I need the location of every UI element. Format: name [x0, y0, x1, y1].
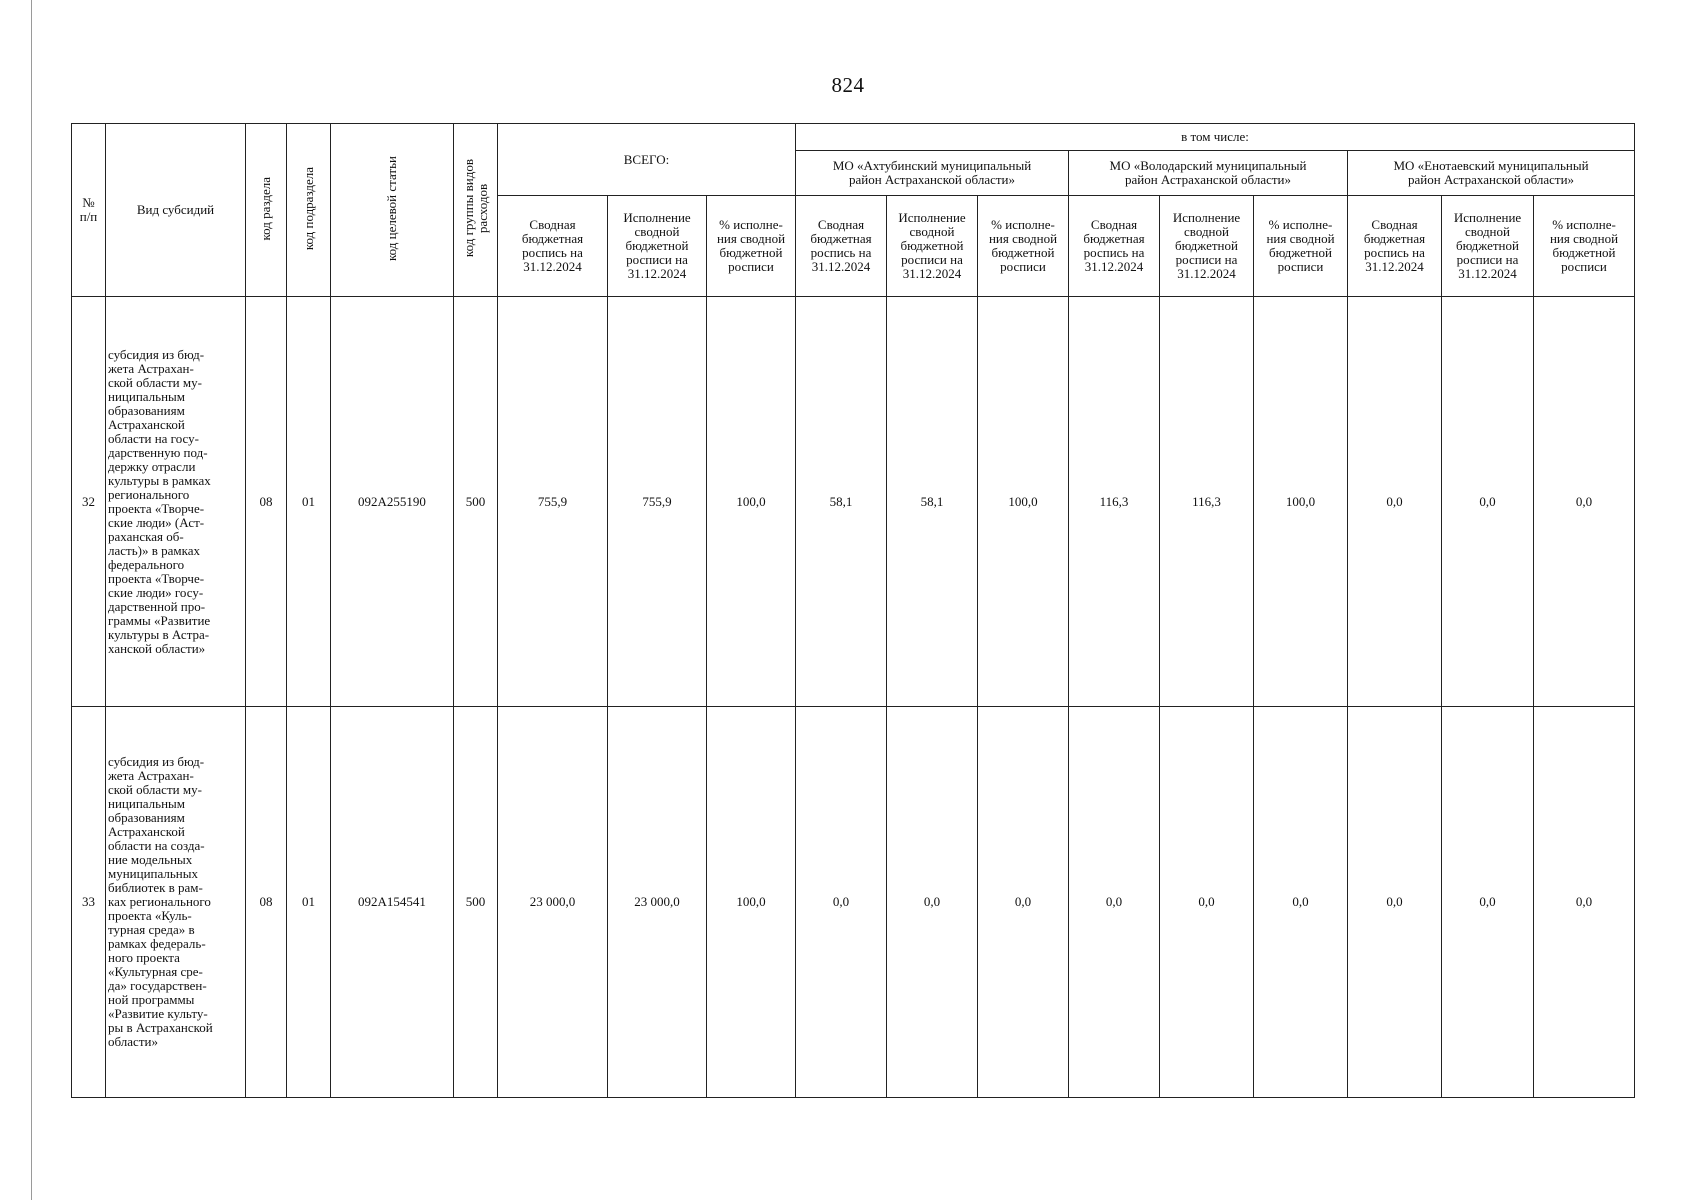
header-mo2-ispolnenie: Исполнение сводной бюджетной росписи на 31.12.2024: [1160, 196, 1254, 297]
header-vsego: ВСЕГО:: [498, 124, 796, 196]
subsidy-table: [71, 123, 1635, 1098]
header-kod-statyi: код целевой статьи: [331, 124, 454, 297]
header-v-tom-chisle: в том числе:: [796, 124, 1635, 151]
row-value: 0,0: [1160, 707, 1254, 1098]
row-value: 116,3: [1069, 297, 1160, 707]
row-value: 0,0: [1534, 707, 1635, 1098]
row-kod-statyi: 092A255190: [331, 297, 454, 707]
header-vsego-procent: % исполне- ния сводной бюджетной росписи: [707, 196, 796, 297]
row-vid: субсидия из бюд- жета Астрахан- ской области му- ниципальным образованиям Астраханской области на созда- ние модельных муниципальных библиотек в рам- ках регионального проекта «Куль- турная среда» в рамках федераль- ного проекта «Культурная сре- да» государствен- ной программы «Развитие культу- ры в Астраханской области»: [106, 707, 246, 1098]
row-value: 58,1: [796, 297, 887, 707]
row-value: 100,0: [707, 707, 796, 1098]
header-mo2-procent: % исполне- ния сводной бюджетной росписи: [1254, 196, 1348, 297]
row-value: 23 000,0: [608, 707, 707, 1098]
row-num: 33: [72, 707, 106, 1098]
row-value: 0,0: [796, 707, 887, 1098]
row-value: 0,0: [1348, 707, 1442, 1098]
row-value: 0,0: [1534, 297, 1635, 707]
row-value: 100,0: [1254, 297, 1348, 707]
header-vsego-ispolnenie: Исполнение сводной бюджетной росписи на 31.12.2024: [608, 196, 707, 297]
header-mo2-rospis: Сводная бюджетная роспись на 31.12.2024: [1069, 196, 1160, 297]
row-kod-razdela: 08: [246, 297, 287, 707]
table-row: [72, 707, 1635, 1098]
page-number: 824: [831, 73, 865, 97]
row-kod-gruppy: 500: [454, 297, 498, 707]
row-value: 0,0: [887, 707, 978, 1098]
row-value: 755,9: [498, 297, 608, 707]
row-kod-gruppy: 500: [454, 707, 498, 1098]
row-value: 0,0: [978, 707, 1069, 1098]
row-num: 32: [72, 297, 106, 707]
row-kod-statyi: 092A154541: [331, 707, 454, 1098]
header-vsego-rospis: Сводная бюджетная роспись на 31.12.2024: [498, 196, 608, 297]
row-value: 116,3: [1160, 297, 1254, 707]
row-value: 23 000,0: [498, 707, 608, 1098]
row-vid: субсидия из бюд- жета Астрахан- ской области му- ниципальным образованиям Астраханской области на госу- дарственную под- держку отрасли культуры в рамках регионального проекта «Творче- ские люди» (Аст- раханская об- ласть)» в рамках федерального проекта «Творче- ские люди» госу- дарственной про- граммы «Развитие культуры в Астра- ханской области»: [106, 297, 246, 707]
row-value: 100,0: [978, 297, 1069, 707]
row-value: 0,0: [1348, 297, 1442, 707]
header-mo3-ispolnenie: Исполнение сводной бюджетной росписи на 31.12.2024: [1442, 196, 1534, 297]
row-kod-razdela: 08: [246, 707, 287, 1098]
row-value: 58,1: [887, 297, 978, 707]
header-num: № п/п: [72, 124, 106, 297]
table-row: [72, 297, 1635, 707]
header-mo1-rospis: Сводная бюджетная роспись на 31.12.2024: [796, 196, 887, 297]
header-mo3-rospis: Сводная бюджетная роспись на 31.12.2024: [1348, 196, 1442, 297]
row-value: 0,0: [1442, 297, 1534, 707]
row-value: 100,0: [707, 297, 796, 707]
header-mo3-procent: % исполне- ния сводной бюджетной росписи: [1534, 196, 1635, 297]
header-kod-podrazdela: код подраздела: [287, 124, 331, 297]
header-mo-volodarsky: МО «Володарский муниципальный район Астраханской области»: [1069, 151, 1348, 196]
header-kod-razdela: код раздела: [246, 124, 287, 297]
header-mo1-ispolnenie: Исполнение сводной бюджетной росписи на 31.12.2024: [887, 196, 978, 297]
header-vid: Вид субсидий: [106, 124, 246, 297]
header-kod-gruppy: код группы видов расходов: [454, 124, 498, 297]
row-value: 0,0: [1254, 707, 1348, 1098]
page-margin-rule: [31, 0, 32, 1200]
row-kod-podrazdela: 01: [287, 297, 331, 707]
header-mo-enotaevsky: МО «Енотаевский муниципальный район Астраханской области»: [1348, 151, 1635, 196]
row-kod-podrazdela: 01: [287, 707, 331, 1098]
row-value: 0,0: [1442, 707, 1534, 1098]
header-row-1: [72, 124, 1635, 151]
header-mo1-procent: % исполне- ния сводной бюджетной росписи: [978, 196, 1069, 297]
row-value: 755,9: [608, 297, 707, 707]
header-mo-akhtubinsky: МО «Ахтубинский муниципальный район Астраханской области»: [796, 151, 1069, 196]
row-value: 0,0: [1069, 707, 1160, 1098]
